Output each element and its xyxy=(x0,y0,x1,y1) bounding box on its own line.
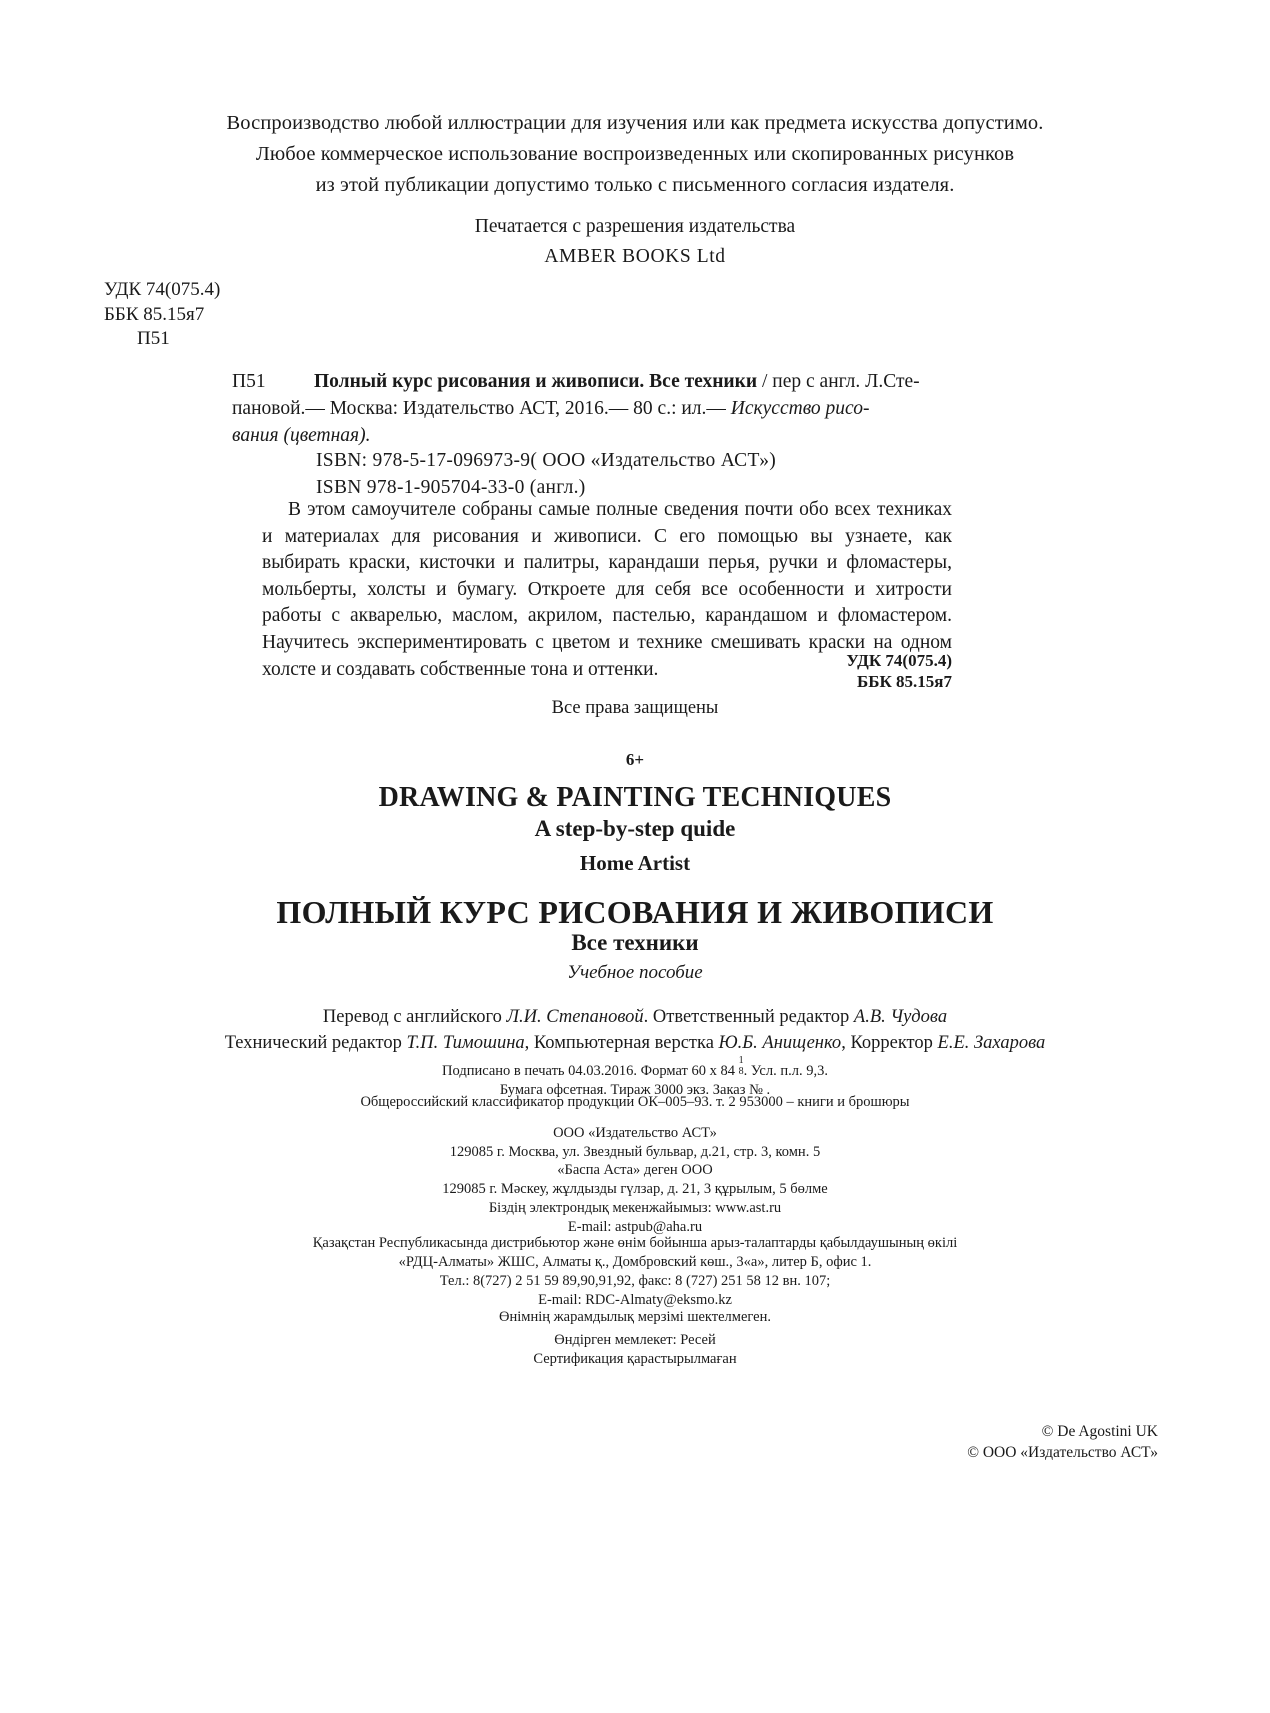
permission-line: Печатается с разрешения издательства xyxy=(474,216,796,237)
all-rights-reserved: Все права защищены xyxy=(551,698,719,718)
isbn-russian: ISBN: 978-5-17-096973-9( ООО «Издательство АСТ») xyxy=(316,450,777,471)
reproduction-notice-line-2: Любое коммерческое использование воспроизведенных или скопированных рисунков xyxy=(255,143,1015,165)
isbn-english: ISBN 978-1-905704-33-0 (англ.) xyxy=(316,477,586,498)
isbn-block xyxy=(316,447,776,501)
kazakh-publisher-website: Біздің электрондық мекенжайымыз: www.ast.ru xyxy=(488,1200,782,1216)
technical-editor-label: Технический редактор xyxy=(224,1033,407,1053)
udk-code-right: УДК 74(075.4) xyxy=(846,651,952,670)
print-signed-prefix: Подписано в печать 04.03.2016. Формат 60 х 84 xyxy=(442,1063,739,1079)
udk-code: УДК 74(075.4) xyxy=(104,279,221,300)
english-title: DRAWING & PAINTING TECHNIQUES xyxy=(378,782,892,813)
permission-block xyxy=(120,212,1150,272)
record-imprint: пановой.— Москва: Издательство АСТ, 2016.— 80 с.: ил.— xyxy=(232,398,731,419)
credits-line-2 xyxy=(120,1030,1150,1056)
kazakh-country-block xyxy=(120,1331,1150,1369)
kazakh-publisher-block xyxy=(120,1161,1150,1237)
staff-credits xyxy=(120,1004,1150,1056)
proofreader-name: Е.Е. Захарова xyxy=(937,1033,1046,1053)
proofreader-label: , Корректор xyxy=(841,1033,938,1053)
publisher-block xyxy=(120,1124,1150,1162)
book-annotation-text: В этом самоучителе собраны самые полные сведения почти обо всех техниках и материалах для рисования и живописи. С его помощью вы узнаете, как выбирать краски, кисточки и палитры, карандаши перья, ручки и фломастеры, мольберты, холсты и бумагу. Откроете для себя все особенности и хитрости работы с акварелью, маслом, акрилом, пастелью, карандашом и фломастером. Научитесь экспериментировать с цветом и технике смешивать краски на одном холсте и создавать собственные тона и оттенки. xyxy=(262,499,952,680)
kazakh-distributor-line-2: «РДЦ-Алматы» ЖШС, Алматы қ., Домбровский көш., 3«а», литер Б, офис 1. xyxy=(398,1254,872,1270)
reproduction-notice xyxy=(120,108,1150,201)
reproduction-notice-line-1: Воспроизводство любой иллюстрации для изучения или как предмета искусства допустимо. xyxy=(226,112,1044,134)
russian-publication-kind: Учебное пособие xyxy=(567,962,703,983)
record-title-suffix: / пер с англ. Л.Сте- xyxy=(757,371,920,392)
original-publisher-name: AMBER BOOKS Ltd xyxy=(544,246,726,267)
record-series-part2: вания (цветная). xyxy=(232,425,371,446)
kazakh-publisher-address: 129085 г. Мәскеу, жұлдызды гүлзар, д. 21, 3 құрылым, 5 бөлме xyxy=(442,1181,828,1197)
english-series: Home Artist xyxy=(579,851,691,875)
copyright-line-2: © ООО «Издательство АСТ» xyxy=(967,1444,1158,1461)
format-fraction-denominator: 8 xyxy=(738,1065,744,1077)
author-sign-code: П51 xyxy=(137,328,170,349)
technical-editor-name: Т.П. Тимошина xyxy=(406,1033,525,1053)
copyright-line-1: © De Agostini UK xyxy=(1041,1423,1158,1440)
editor-name: А.В. Чудова xyxy=(853,1007,948,1027)
kazakh-publisher-email: E-mail: astpub@aha.ru xyxy=(567,1219,703,1235)
certification-note: Сертификация қарастырылмаған xyxy=(533,1351,737,1367)
age-rating-badge: 6+ xyxy=(625,750,645,769)
format-fraction-numerator: 1 xyxy=(738,1055,744,1066)
record-code: П51 xyxy=(232,371,266,392)
copyright-footer xyxy=(967,1421,1158,1463)
credits-line-1 xyxy=(120,1004,1150,1030)
editor-label: . Ответственный редактор xyxy=(643,1007,854,1027)
record-title: Полный курс рисования и живописи. Все техники xyxy=(314,371,758,392)
layout-label: , Компьютерная верстка xyxy=(524,1033,719,1053)
kazakh-distributor-block xyxy=(120,1234,1150,1310)
print-signed-suffix: . Усл. п.л. 9,3. xyxy=(743,1063,828,1079)
russian-title: ПОЛНЫЙ КУРС РИСОВАНИЯ И ЖИВОПИСИ xyxy=(276,894,994,930)
kazakh-distributor-email: E-mail: RDC-Almaty@eksmo.kz xyxy=(538,1292,732,1308)
bbk-code: ББК 85.15я7 xyxy=(104,303,205,325)
bibliographic-record xyxy=(232,368,954,449)
print-paper-line: Бумага офсетная. Тираж 3000 экз. Заказ № . xyxy=(499,1082,771,1098)
record-series-part1: Искусство рисо- xyxy=(730,398,870,419)
english-subtitle: A step-by-step quide xyxy=(534,816,736,841)
print-signed-line xyxy=(120,1056,1150,1081)
kazakh-distributor-phone: Тел.: 8(727) 2 51 59 89,90,91,92, факс: 8 (727) 251 58 12 вн. 107; xyxy=(439,1273,831,1289)
bbk-code-right: ББК 85.15я7 xyxy=(856,672,952,691)
kazakh-publisher-name: «Баспа Аста» деген ООО xyxy=(557,1162,713,1178)
layout-name: Ю.Б. Анищенко xyxy=(718,1033,842,1053)
publisher-name: ООО «Издательство АСТ» xyxy=(553,1125,717,1141)
classification-block xyxy=(104,278,220,352)
manufacturing-country: Өндірген мемлекет: Ресей xyxy=(554,1332,716,1348)
kazakh-shelf-life-note: Өнімнің жарамдылық мерзімі шектелмеген. xyxy=(499,1309,771,1325)
translator-label: Перевод с английского xyxy=(322,1007,507,1027)
russian-subtitle: Все техники xyxy=(571,930,699,955)
publisher-address: 129085 г. Москва, ул. Звездный бульвар, д.21, стр. 3, комн. 5 xyxy=(449,1144,821,1160)
translator-name: Л.И. Степановой xyxy=(506,1007,644,1027)
classification-block-right xyxy=(700,650,952,692)
reproduction-notice-line-3: из этой публикации допустимо только с письменного согласия издателя. xyxy=(315,174,955,196)
kazakh-distributor-line-1: Қазақстан Республикасында дистрибьютор және өнім бойынша арыз-талаптарды қабылдаушының өкілі xyxy=(312,1235,958,1251)
product-classifier: Общероссийский классификатор продукции ОК–005–93. т. 2 953000 – книги и брошюры xyxy=(360,1094,910,1110)
